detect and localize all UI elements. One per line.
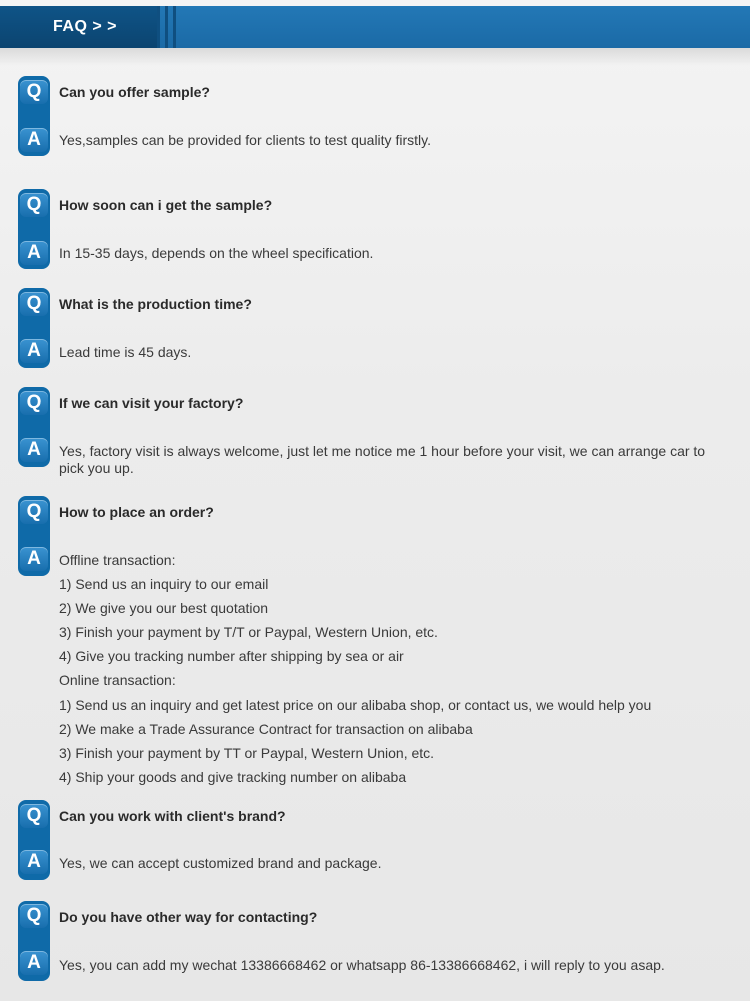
answer-line: 4) Ship your goods and give tracking number on alibaba bbox=[59, 768, 407, 785]
faq-answer: Yes,samples can be provided for clients to test quality firstly. bbox=[59, 132, 431, 148]
faq-question: Do you have other way for contacting? bbox=[59, 909, 318, 925]
answer-badge: A bbox=[20, 339, 48, 363]
answer-badge: A bbox=[20, 951, 48, 975]
answer-line: 1) Send us an inquiry and get latest price on our alibaba shop, or contact us, we would help you bbox=[59, 696, 652, 713]
question-badge: Q bbox=[20, 804, 48, 828]
header-divider-stripe bbox=[157, 6, 160, 48]
faq-question: Can you offer sample? bbox=[59, 84, 210, 100]
faq-item bbox=[18, 496, 728, 788]
header-divider-stripe bbox=[165, 6, 168, 48]
answer-line: Online transaction: bbox=[59, 672, 176, 689]
faq-question: What is the production time? bbox=[59, 296, 252, 312]
faq-answer: Yes, factory visit is always welcome, just let me notice me 1 hour before your visit, we can arrange car to pick you up. bbox=[59, 443, 706, 476]
faq-item bbox=[18, 800, 728, 882]
question-badge: Q bbox=[20, 80, 48, 104]
answer-line: 2) We make a Trade Assurance Contract for transaction on alibaba bbox=[59, 720, 473, 737]
answer-line: 3) Finish your payment by T/T or Paypal, Western Union, etc. bbox=[59, 624, 438, 641]
faq-answer: Yes, we can accept customized brand and package. bbox=[59, 855, 382, 871]
question-badge: Q bbox=[20, 904, 48, 928]
answer-badge: A bbox=[20, 128, 48, 152]
question-badge: Q bbox=[20, 500, 48, 524]
answer-line: Offline transaction: bbox=[59, 552, 176, 568]
faq-item bbox=[18, 189, 728, 271]
answer-badge: A bbox=[20, 850, 48, 874]
faq-header-bar bbox=[0, 6, 750, 48]
faq-item bbox=[18, 387, 728, 476]
faq-title: FAQ > > bbox=[53, 18, 117, 35]
faq-item bbox=[18, 76, 728, 158]
answer-badge: A bbox=[20, 438, 48, 462]
answer-badge: A bbox=[20, 241, 48, 265]
faq-answer: Lead time is 45 days. bbox=[59, 344, 192, 360]
answer-line: 4) Give you tracking number after shipping by sea or air bbox=[59, 648, 404, 665]
faq-question: If we can visit your factory? bbox=[59, 395, 244, 411]
faq-question: How to place an order? bbox=[59, 504, 214, 520]
answer-line: 3) Finish your payment by TT or Paypal, Western Union, etc. bbox=[59, 744, 435, 761]
answer-line: 1) Send us an inquiry to our email bbox=[59, 576, 269, 593]
answer-badge: A bbox=[20, 547, 48, 571]
question-badge: Q bbox=[20, 391, 48, 415]
question-badge: Q bbox=[20, 292, 48, 316]
faq-answer-list bbox=[59, 548, 719, 789]
answer-line: 2) We give you our best quotation bbox=[59, 600, 269, 617]
header-shadow bbox=[0, 48, 750, 66]
faq-answer: In 15-35 days, depends on the wheel specification. bbox=[59, 245, 374, 261]
faq-question: How soon can i get the sample? bbox=[59, 197, 273, 213]
question-badge: Q bbox=[20, 193, 48, 217]
header-divider-stripe bbox=[173, 6, 176, 48]
faq-question: Can you work with client's brand? bbox=[59, 808, 286, 824]
faq-answer: Yes, you can add my wechat 13386668462 or whatsapp 86-13386668462, i will reply to you asap. bbox=[59, 957, 665, 973]
faq-item bbox=[18, 288, 728, 370]
faq-item bbox=[18, 901, 728, 983]
